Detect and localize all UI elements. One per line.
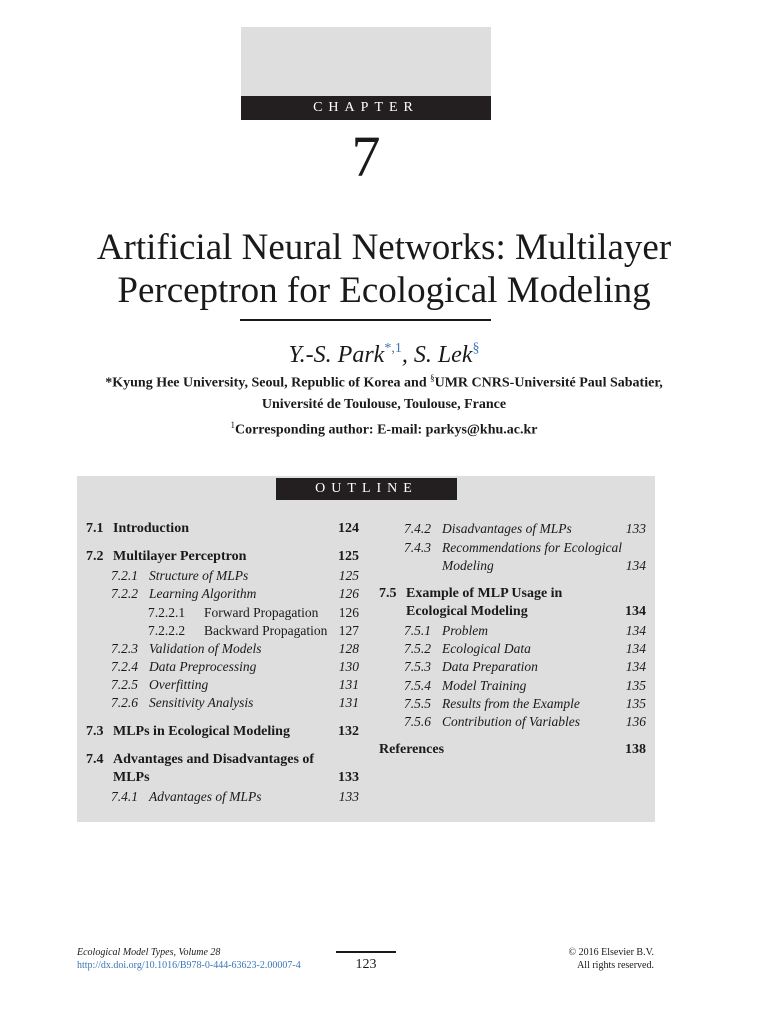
outline-item[interactable] — [404, 539, 646, 557]
page-number: 123 — [336, 951, 396, 977]
outline-item[interactable] — [86, 751, 359, 769]
outline-item-page: 134 — [625, 623, 646, 638]
outline-item[interactable] — [404, 713, 646, 731]
outline-item[interactable] — [111, 788, 359, 806]
chapter-title — [40, 226, 728, 312]
outline-item[interactable] — [404, 695, 646, 713]
outline-item-page: 132 — [338, 724, 359, 739]
outline-item[interactable] — [404, 622, 646, 640]
affiliation-cnrs: UMR CNRS-Université Paul Sabatier, — [434, 375, 663, 391]
outline-item-page: 136 — [625, 714, 646, 729]
outline-item-title: Advantages and Disadvantages of — [113, 752, 315, 767]
outline-item-number: 7.2.2 — [111, 586, 138, 601]
outline-item-number: 7.2.2.1 — [148, 605, 186, 620]
outline-item-page: 133 — [338, 770, 359, 785]
copyright-text: © 2016 Elsevier B.V. — [568, 947, 654, 958]
affiliation-line-1 — [40, 368, 728, 394]
outline-item[interactable] — [404, 658, 646, 676]
outline-item-title: MLPs in Ecological Modeling — [113, 724, 290, 739]
author-lek: S. Lek — [413, 342, 473, 368]
affiliations — [40, 368, 728, 440]
outline-item[interactable] — [111, 640, 359, 658]
affiliation-khu: *Kyung Hee University, Seoul, Republic of Korea and — [105, 375, 431, 391]
outline-item-page: 134 — [625, 659, 646, 674]
outline-item[interactable] — [86, 548, 359, 566]
outline-item-number: 7.4.2 — [404, 521, 431, 536]
outline-item-title: Learning Algorithm — [149, 586, 257, 601]
outline-item[interactable] — [86, 769, 359, 787]
outline-item-page: 125 — [338, 549, 359, 564]
outline-item-number: 7.4 — [86, 752, 104, 767]
outline-item[interactable] — [86, 520, 359, 538]
outline-item-number: 7.2 — [86, 549, 104, 564]
outline-item-page: 134 — [625, 558, 646, 573]
outline-item-page: 138 — [625, 742, 646, 757]
outline-item-page: 128 — [338, 641, 359, 656]
outline-item-page: 124 — [338, 521, 359, 536]
outline-item-title: Advantages of MLPs — [149, 789, 262, 804]
outline-item-title: Data Preprocessing — [149, 659, 257, 674]
outline-item[interactable] — [111, 676, 359, 694]
outline-item-title: Example of MLP Usage in — [406, 586, 563, 601]
outline-item-page: 126 — [338, 586, 359, 601]
outline-item-number: 7.3 — [86, 724, 104, 739]
outline-item-title: Ecological Modeling — [406, 604, 528, 619]
outline-item-page: 134 — [625, 604, 646, 619]
outline-item-title: Introduction — [113, 521, 189, 536]
outline-item-title: Multilayer Perceptron — [113, 549, 247, 564]
outline-item-title: Structure of MLPs — [149, 568, 249, 583]
outline-item-page: 130 — [338, 659, 359, 674]
outline-item[interactable] — [111, 658, 359, 676]
outline-item-number: 7.5 — [379, 586, 397, 601]
outline-item[interactable] — [404, 557, 646, 575]
outline-item-title: Sensitivity Analysis — [149, 695, 254, 710]
outline-label: OUTLINE — [276, 478, 457, 500]
author-park: Y.-S. Park — [288, 342, 385, 368]
author-line — [40, 331, 728, 373]
outline-item-page: 125 — [338, 568, 359, 583]
outline-item-number: 7.5.1 — [404, 623, 431, 638]
outline-item-title: Backward Propagation — [204, 623, 328, 638]
outline-item-number: 7.5.5 — [404, 696, 431, 711]
affiliation-mark: § — [430, 373, 435, 383]
outline-item[interactable] — [379, 585, 646, 603]
outline-item[interactable] — [379, 741, 646, 759]
outline-item[interactable] — [148, 622, 359, 640]
outline-item-page: 133 — [625, 521, 646, 536]
outline-item-page: 131 — [338, 695, 359, 710]
outline-item-number: 7.2.5 — [111, 677, 138, 692]
footer-citation — [77, 946, 301, 972]
outline-item-page: 135 — [625, 696, 646, 711]
chapter-number: 7 — [351, 124, 381, 189]
outline-item-number: 7.5.6 — [404, 714, 431, 729]
chapter-header-block — [241, 27, 491, 120]
outline-item-number: 7.2.3 — [111, 641, 138, 656]
corresponding-author — [40, 415, 728, 441]
outline-item-page: 135 — [625, 678, 646, 693]
chapter-title-line-1: Artificial Neural Networks: Multilayer — [96, 227, 672, 268]
outline-item[interactable] — [148, 604, 359, 622]
outline-item-number: 7.5.2 — [404, 641, 431, 656]
author-separator: , — [401, 342, 414, 368]
outline-item-title: MLPs — [113, 770, 150, 785]
outline-item-number: 7.4.1 — [111, 789, 138, 804]
outline-item-number: 7.4.3 — [404, 540, 431, 555]
affiliation-line-2: Université de Toulouse, Toulouse, France — [261, 396, 507, 412]
outline-item[interactable] — [86, 723, 359, 741]
outline-item-number: 7.2.4 — [111, 659, 138, 674]
outline-item-page: 126 — [338, 605, 359, 620]
chapter-title-line-2: Perceptron for Ecological Modeling — [117, 270, 651, 311]
outline-item-title: Results from the Example — [442, 696, 580, 711]
outline-item-number: 7.5.3 — [404, 659, 431, 674]
corresponding-mark: 1 — [230, 419, 235, 430]
outline-item-number: 7.1 — [86, 521, 104, 536]
outline-item-title: Ecological Data — [442, 641, 531, 656]
outline-item-number: 7.2.1 — [111, 568, 138, 583]
outline-item-title: Data Preparation — [442, 659, 538, 674]
footer-copyright — [569, 946, 654, 972]
outline-item-page: 131 — [338, 677, 359, 692]
outline-item-number: 7.2.6 — [111, 695, 138, 710]
outline-item-number: 7.2.2.2 — [148, 623, 186, 638]
outline-item-title: Recommendations for Ecological — [442, 540, 622, 555]
outline-item[interactable] — [404, 640, 646, 658]
outline-item-title: Model Training — [442, 678, 527, 693]
outline-item-title: References — [379, 742, 445, 757]
author-lek-mark[interactable]: § — [472, 341, 480, 356]
author-park-marks[interactable]: *,1 — [384, 341, 402, 356]
footer-doi-link[interactable]: http://dx.doi.org/10.1016/B978-0-444-63623-2.00007-4 — [77, 960, 301, 971]
outline-item-title: Contribution of Variables — [442, 714, 581, 729]
outline-item-title: Problem — [442, 623, 488, 638]
outline-item[interactable] — [404, 520, 646, 538]
outline-item-number: 7.5.4 — [404, 678, 431, 693]
outline-item-title: Modeling — [442, 558, 494, 573]
chapter-label: CHAPTER — [241, 96, 491, 120]
outline-item-page: 133 — [338, 789, 359, 804]
outline-item[interactable] — [404, 677, 646, 695]
outline-panel — [77, 476, 655, 822]
rights-text: All rights reserved. — [577, 960, 654, 971]
footer-book-title: Ecological Model Types, Volume 28 — [77, 947, 221, 958]
outline-item-title: Disadvantages of MLPs — [442, 521, 572, 536]
outline-item-page: 127 — [338, 623, 359, 638]
outline-item[interactable] — [111, 585, 359, 603]
outline-item[interactable] — [379, 603, 646, 621]
outline-item[interactable] — [111, 567, 359, 585]
outline-item[interactable] — [111, 694, 359, 712]
title-divider — [240, 319, 491, 321]
outline-item-title: Validation of Models — [149, 641, 262, 656]
corresponding-email[interactable]: Corresponding author: E-mail: parkys@khu.ac.kr — [234, 422, 538, 438]
outline-item-title: Forward Propagation — [204, 605, 319, 620]
outline-item-page: 134 — [625, 641, 646, 656]
outline-item-title: Overfitting — [149, 677, 209, 692]
